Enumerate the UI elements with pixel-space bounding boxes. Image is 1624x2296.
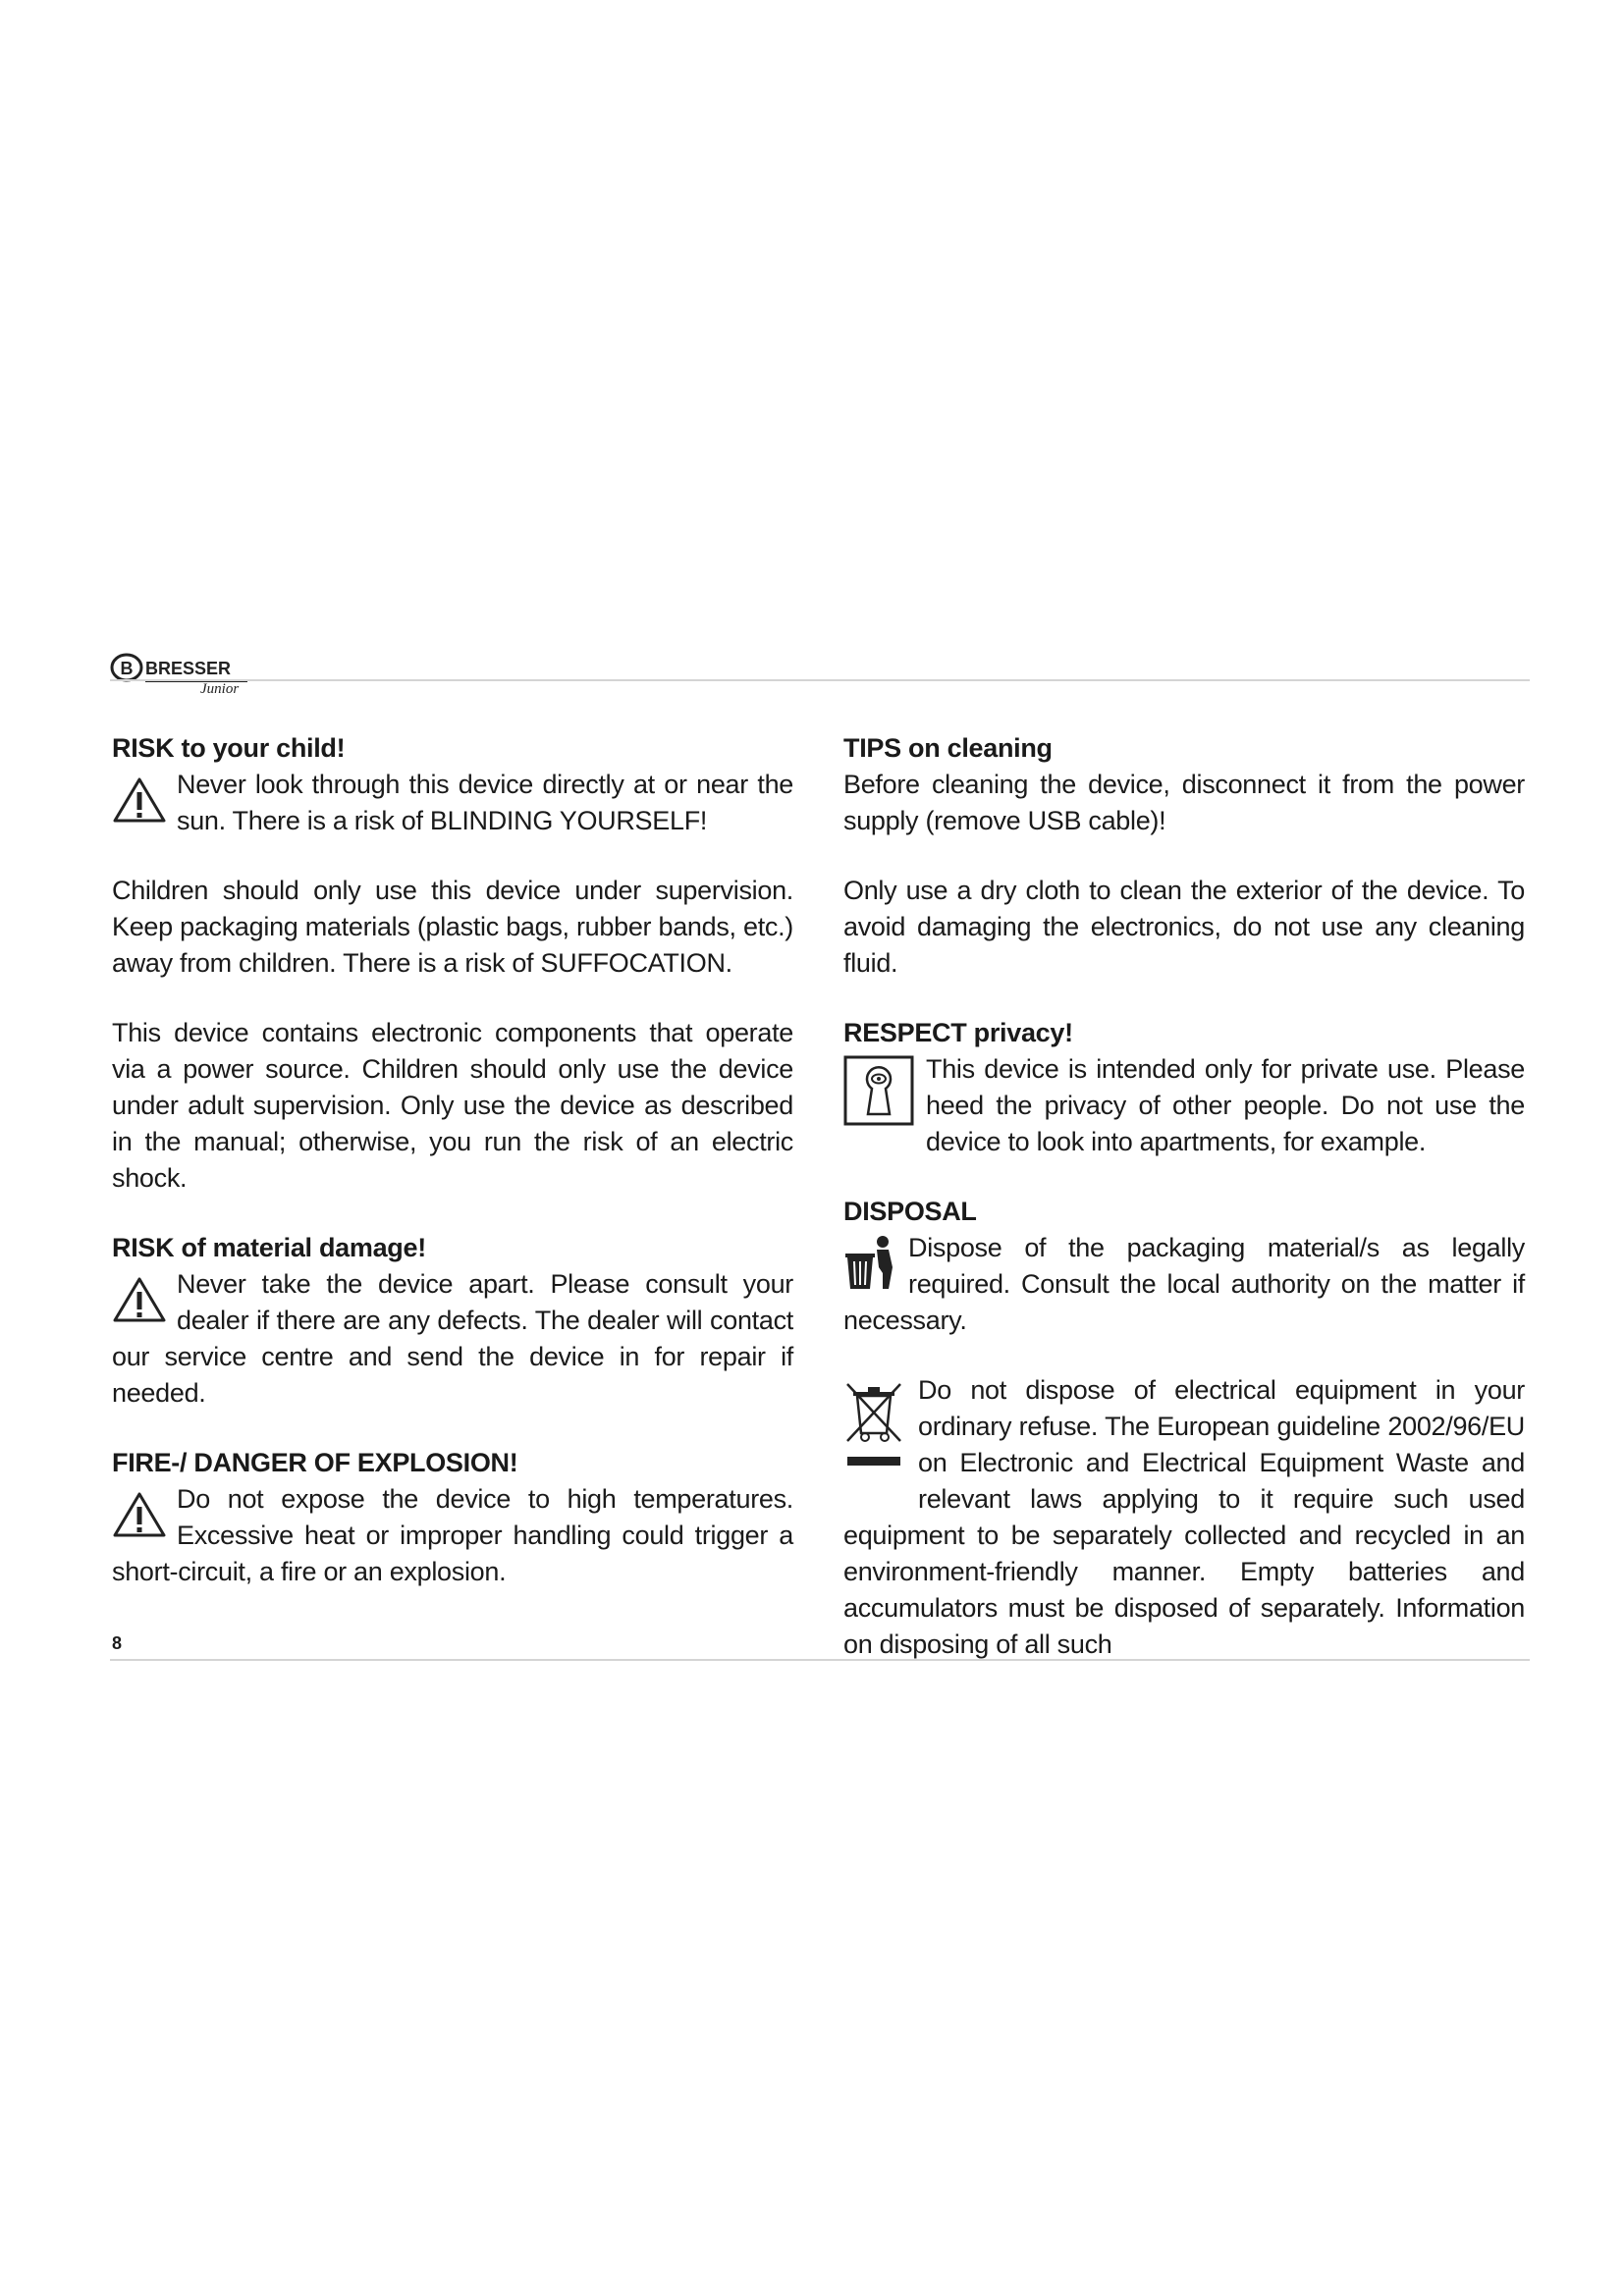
cleaning-para2: Only use a dry cloth to clean the exterior of the device. To avoid damaging the electronics, do not use any cleaning fluid. xyxy=(843,876,1525,978)
left-column xyxy=(112,730,793,1590)
brand-name: BRESSER xyxy=(145,659,232,678)
disposal-heading: DISPOSAL xyxy=(843,1197,977,1226)
cleaning-para1: Before cleaning the device, disconnect it from the power supply (remove USB cable)! xyxy=(843,770,1525,835)
bresser-junior-logo xyxy=(110,650,277,705)
risk-material-paragraph xyxy=(112,1266,793,1412)
privacy-text: This device is intended only for private use. Please heed the privacy of other people. Do not use the device to look into apartments, for example. xyxy=(926,1054,1525,1156)
disposal-para1 xyxy=(843,1230,1525,1339)
warning-triangle-icon xyxy=(112,776,167,824)
risk-child-para2: This device contains electronic components that operate via a power source. Children should only use the device under adult supervision. Only use the device as described in the manual; otherwise, you run the risk of an electric shock. xyxy=(112,1018,793,1193)
fire-paragraph xyxy=(112,1481,793,1590)
privacy-keyhole-icon xyxy=(843,1055,914,1126)
risk-material-text: Never take the device apart. Please consult your dealer if there are any defects. The dealer will contact our service centre and send the device in for repair if needed. xyxy=(112,1269,793,1408)
warning-triangle-icon xyxy=(112,1491,167,1538)
disposal-para1-text: Dispose of the packaging material/s as legally required. Consult the local authority on the matter if necessary. xyxy=(843,1233,1525,1335)
privacy-heading: RESPECT privacy! xyxy=(843,1018,1073,1047)
recycle-bin-icon xyxy=(843,1234,898,1295)
fire-heading: FIRE-/ DANGER OF EXPLOSION! xyxy=(112,1448,518,1477)
risk-child-warning-paragraph xyxy=(112,767,793,839)
warning-triangle-icon xyxy=(112,1276,167,1323)
disposal-para2-text: Do not dispose of electrical equipment in your ordinary refuse. The European guideline 2002/96/EU on Electronic and Electrical Equipment Waste and relevant laws applying to it require such used equipment to be separately collected and recycled in an environment-friendly manner. Empty batteries and accumulators must be disposed of separately. Information on disposing of all such xyxy=(843,1375,1525,1659)
header-rule xyxy=(110,679,1530,681)
fire-text: Do not expose the device to high temperatures. Excessive heat or improper handling could trigger a short-circuit, a fire or an explosion. xyxy=(112,1484,793,1586)
right-column xyxy=(843,730,1525,1663)
risk-child-para1: Children should only use this device under supervision. Keep packaging materials (plastic bags, rubber bands, etc.) away from children. There is a risk of SUFFOCATION. xyxy=(112,876,793,978)
crossed-bin-weee-icon xyxy=(843,1376,904,1484)
footer-rule xyxy=(110,1659,1530,1661)
brand-sub: Junior xyxy=(200,681,240,697)
risk-material-heading: RISK of material damage! xyxy=(112,1233,426,1262)
page-number: 8 xyxy=(112,1633,123,1653)
disposal-para2 xyxy=(843,1372,1525,1663)
cleaning-heading: TIPS on cleaning xyxy=(843,733,1053,763)
risk-child-warning-text: Never look through this device directly at or near the sun. There is a risk of BLINDING YOURSELF! xyxy=(177,770,793,835)
risk-child-heading: RISK to your child! xyxy=(112,733,346,763)
svg-text:B: B xyxy=(120,659,134,678)
privacy-paragraph xyxy=(843,1051,1525,1160)
